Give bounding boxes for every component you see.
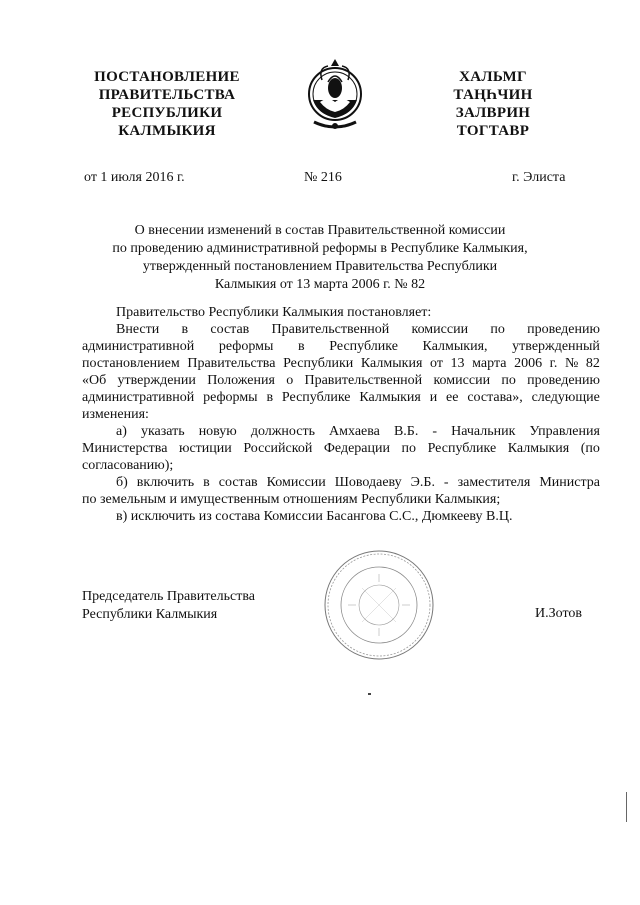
word: Внести: [116, 322, 160, 337]
word: состав: [218, 475, 258, 490]
word: (по: [580, 441, 600, 456]
word: Министра: [539, 475, 600, 490]
word: Калмыкия: [359, 390, 421, 405]
justified-line: [82, 355, 600, 372]
word: 82: [585, 356, 600, 371]
word: марта: [472, 356, 507, 371]
word: состав: [210, 322, 250, 337]
word: 13: [450, 356, 465, 371]
header-left-line: ПРАВИТЕЛЬСТВА: [98, 87, 236, 103]
word: реформы: [203, 390, 258, 405]
word: Федерации: [323, 441, 390, 456]
word: «Об: [82, 373, 107, 388]
word: в: [203, 475, 210, 490]
word: Калмыкия,: [422, 339, 488, 354]
word: в: [181, 322, 189, 337]
word: должность: [250, 424, 315, 439]
word: в: [298, 339, 305, 354]
header-title-russian: [72, 68, 262, 140]
word: Министерства: [82, 441, 168, 456]
word: Управления: [529, 424, 600, 439]
word: Республике: [281, 390, 351, 405]
word: Э.Б.: [410, 475, 435, 490]
word: ее: [446, 390, 459, 405]
preamble: Правительство Республики Калмыкия постановляет:: [116, 305, 432, 320]
justified-line: [82, 338, 600, 355]
word: по: [501, 373, 516, 388]
justified-line: [82, 423, 600, 440]
word: указать: [140, 424, 185, 439]
word: утвержденный: [512, 339, 600, 354]
signer-line: Республики Калмыкия: [82, 607, 218, 622]
body-line: по земельным и имущественным отношениям Республики Калмыкия;: [82, 492, 501, 507]
word: состава»,: [467, 390, 523, 405]
header-left-line: ПОСТАНОВЛЕНИЕ: [94, 69, 240, 85]
justified-line: [82, 474, 600, 491]
word: по: [490, 322, 505, 337]
signer-name: И.Зотов: [535, 606, 582, 621]
word: в: [266, 390, 274, 405]
document-title: [70, 222, 570, 294]
header-right-line: ТАҢҺЧИН: [453, 87, 533, 103]
word: юстиции: [179, 441, 232, 456]
word: Комиссии: [266, 475, 326, 490]
word: Правительства: [187, 356, 276, 371]
word: проведению: [527, 373, 600, 388]
word: Правительственной: [271, 322, 390, 337]
word: Положения: [207, 373, 275, 388]
word: №: [564, 356, 579, 371]
word: В.Б.: [393, 424, 419, 439]
header-left-line: РЕСПУБЛИКИ: [111, 105, 223, 121]
word: -: [443, 475, 449, 490]
header-right-line: ХАЛЬМГ: [459, 69, 527, 85]
header-title-kalmyk: [418, 68, 568, 140]
word: Амхаева: [329, 424, 380, 439]
document-date: от 1 июля 2016 г.: [84, 170, 185, 185]
item-c: в) исключить из состава Комиссии Басангова С.С., Дюмкееву В.Ц.: [116, 509, 513, 524]
word: от: [430, 356, 443, 371]
justified-line: [82, 389, 600, 406]
word: б): [116, 475, 128, 490]
word: новую: [198, 424, 237, 439]
title-line: Калмыкия от 13 марта 2006 г. № 82: [214, 277, 426, 292]
word: о: [286, 373, 294, 388]
word: комиссии: [411, 322, 469, 337]
document-body: [82, 304, 600, 525]
word: а): [116, 424, 127, 439]
justified-line: [82, 321, 600, 338]
word: г.: [549, 356, 558, 371]
word: Республике: [329, 339, 398, 354]
word: Шоводаеву: [334, 475, 402, 490]
title-line: О внесении изменений в состав Правительственной комиссии: [134, 223, 506, 238]
body-line: согласованию);: [82, 458, 174, 473]
document-city: г. Элиста: [512, 170, 566, 185]
kalmykia-coat-of-arms-icon: [300, 56, 370, 136]
justified-line: [82, 440, 600, 457]
scan-speck: [368, 693, 371, 695]
word: административной: [82, 390, 195, 405]
document-number: № 216: [304, 170, 342, 185]
word: Начальник: [451, 424, 516, 439]
word: Российской: [243, 441, 313, 456]
word: утверждении: [117, 373, 196, 388]
word: Калмыкия: [507, 441, 570, 456]
title-line: утвержденный постановлением Правительства Республики: [142, 259, 498, 274]
signer-position: [82, 588, 255, 624]
signer-line: Председатель Правительства: [82, 589, 255, 604]
word: -: [432, 424, 438, 439]
word: Калмыкия: [360, 356, 423, 371]
word: включить: [136, 475, 195, 490]
word: Правительственной: [304, 373, 423, 388]
word: 2006: [514, 356, 543, 371]
word: следующие: [531, 390, 600, 405]
word: и: [429, 390, 438, 405]
word: административной: [82, 339, 195, 354]
official-round-seal-icon: [322, 548, 436, 662]
word: заместителя: [457, 475, 531, 490]
title-line: по проведению административной реформы в Республике Калмыкия,: [112, 241, 528, 256]
word: Республике: [427, 441, 497, 456]
header-right-line: ЗАЛВРИН: [455, 105, 531, 121]
word: комиссии: [433, 373, 491, 388]
word: Республики: [283, 356, 354, 371]
word: постановлением: [82, 356, 180, 371]
word: реформы: [218, 339, 274, 354]
header-left-line: КАЛМЫКИЯ: [118, 123, 216, 139]
justified-line: [82, 372, 600, 389]
header-right-line: ТОГТАВР: [456, 123, 530, 139]
word: проведению: [527, 322, 600, 337]
word: по: [401, 441, 417, 456]
body-line: изменения:: [82, 407, 149, 422]
scan-edge-mark: [626, 792, 627, 822]
